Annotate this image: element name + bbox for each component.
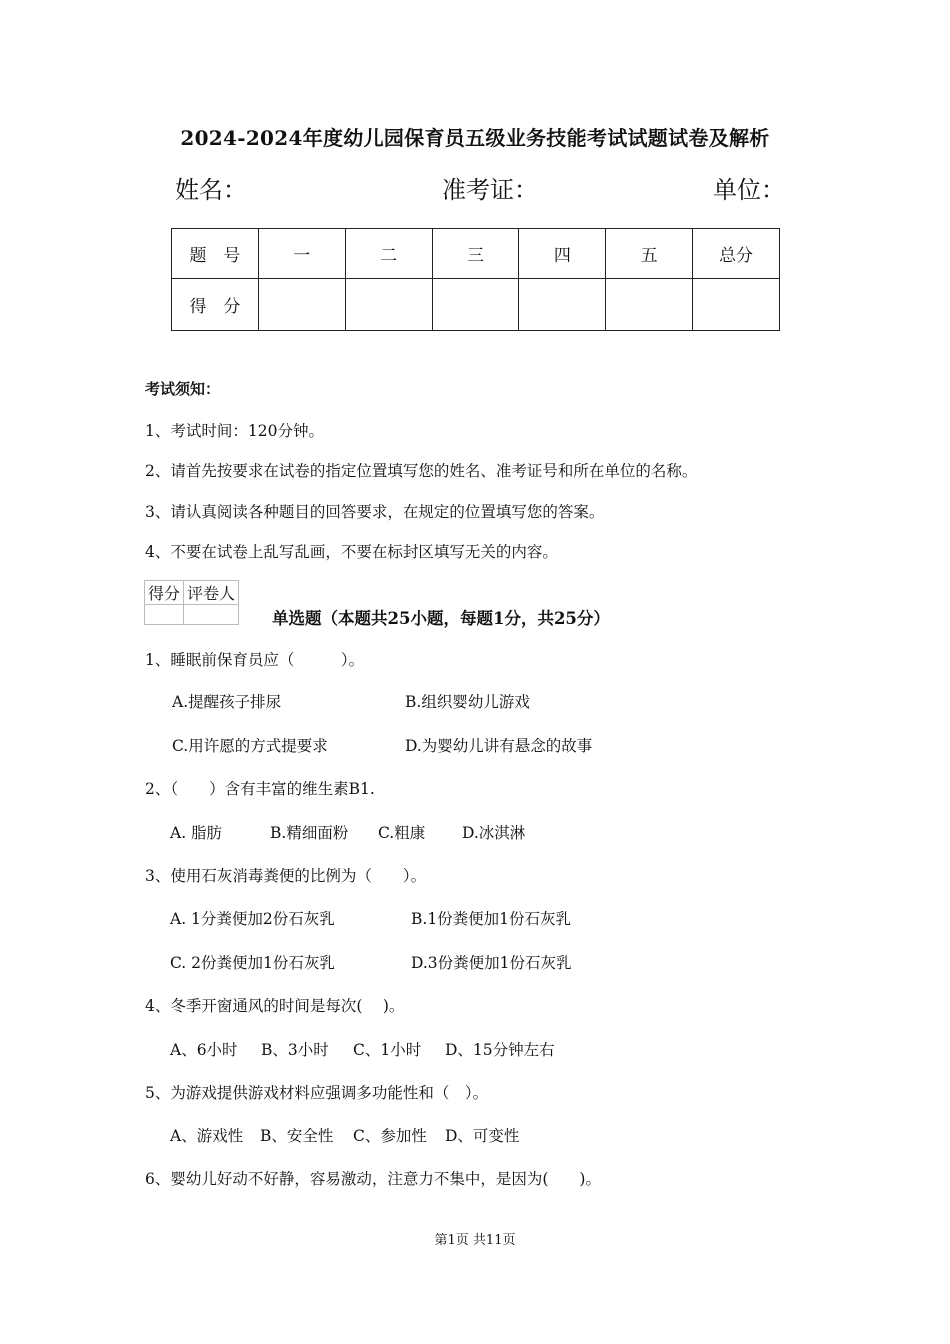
page-footer: 第1页 共11页: [434, 1233, 516, 1248]
score-input-cell[interactable]: [345, 279, 432, 331]
question-stem: 1、睡眠前保育员应（ ）。: [145, 651, 365, 669]
option-c: C. 2份粪便加1份石灰乳: [170, 954, 335, 972]
option-a: A. 脂肪: [170, 824, 223, 842]
option-d: D.冰淇淋: [462, 824, 526, 842]
option-c: C、参加性: [353, 1127, 427, 1145]
option-b: B.组织婴幼儿游戏: [405, 693, 530, 711]
score-input-cell[interactable]: [258, 279, 345, 331]
score-table-header-row: [172, 229, 780, 279]
exam-title: 2024-2024年度幼儿园保育员五级业务技能考试试题试卷及解析: [180, 126, 770, 150]
score-input-cell[interactable]: [606, 279, 693, 331]
question-stem: 4、冬季开窗通风的时间是每次( )。: [145, 997, 405, 1015]
question-stem: 2、（ ）含有丰富的维生素B1.: [145, 780, 375, 798]
question-stem: 3、使用石灰消毒粪便的比例为（ ）。: [145, 867, 427, 885]
notice-item: 3、请认真阅读各种题目的回答要求，在规定的位置填写您的答案。: [145, 503, 605, 521]
option-a: A、游戏性: [170, 1127, 244, 1145]
option-d: D.为婴幼儿讲有悬念的故事: [405, 737, 593, 755]
score-input-cell[interactable]: [693, 279, 780, 331]
option-d: D.3份粪便加1份石灰乳: [411, 954, 572, 972]
grader-name-cell[interactable]: [184, 605, 239, 625]
option-b: B.1份粪便加1份石灰乳: [411, 910, 572, 928]
question-stem: 6、婴幼儿好动不好静，容易激动，注意力不集中，是因为( )。: [145, 1170, 601, 1188]
score-table-cell: 二: [345, 229, 432, 279]
notice-item: 2、请首先按要求在试卷的指定位置填写您的姓名、准考证号和所在单位的名称。: [145, 462, 698, 480]
score-table-cell: 五: [606, 229, 693, 279]
exam-id-label: 准考证：: [442, 176, 538, 204]
score-input-cell[interactable]: [519, 279, 606, 331]
grader-name-label: 评卷人: [184, 581, 239, 605]
option-d: D、可变性: [445, 1127, 520, 1145]
score-table-cell: 三: [432, 229, 519, 279]
option-b: B、安全性: [260, 1127, 334, 1145]
option-c: C.粗康: [378, 824, 426, 842]
section-title: 单选题（本题共25小题，每题1分，共25分）: [272, 609, 610, 628]
score-input-cell[interactable]: [432, 279, 519, 331]
option-a: A. 1分粪便加2份石灰乳: [170, 910, 335, 928]
score-table-cell: 一: [258, 229, 345, 279]
score-table-cell: 题 号: [172, 229, 259, 279]
grader-box: [144, 580, 239, 625]
score-table: [171, 228, 780, 331]
grader-score-label: 得分: [145, 581, 184, 605]
score-table-row-label: 得 分: [172, 279, 259, 331]
score-table-cell: 四: [519, 229, 606, 279]
option-b: B.精细面粉: [270, 824, 349, 842]
grader-score-cell[interactable]: [145, 605, 184, 625]
notice-item: 1、考试时间：120分钟。: [145, 422, 324, 440]
question-stem: 5、为游戏提供游戏材料应强调多功能性和（ ）。: [145, 1084, 489, 1102]
score-table-cell: 总分: [693, 229, 780, 279]
notice-item: 4、不要在试卷上乱写乱画，不要在标封区填写无关的内容。: [145, 543, 558, 561]
option-d: D、15分钟左右: [445, 1041, 555, 1059]
option-c: C.用许愿的方式提要求: [172, 737, 328, 755]
option-c: C、1小时: [353, 1041, 422, 1059]
unit-label: 单位：: [713, 176, 785, 204]
option-a: A.提醒孩子排尿: [172, 693, 282, 711]
notice-title: 考试须知：: [145, 380, 221, 398]
score-table-score-row: [172, 279, 780, 331]
name-label: 姓名：: [175, 176, 247, 204]
option-a: A、6小时: [170, 1041, 238, 1059]
option-b: B、3小时: [261, 1041, 329, 1059]
